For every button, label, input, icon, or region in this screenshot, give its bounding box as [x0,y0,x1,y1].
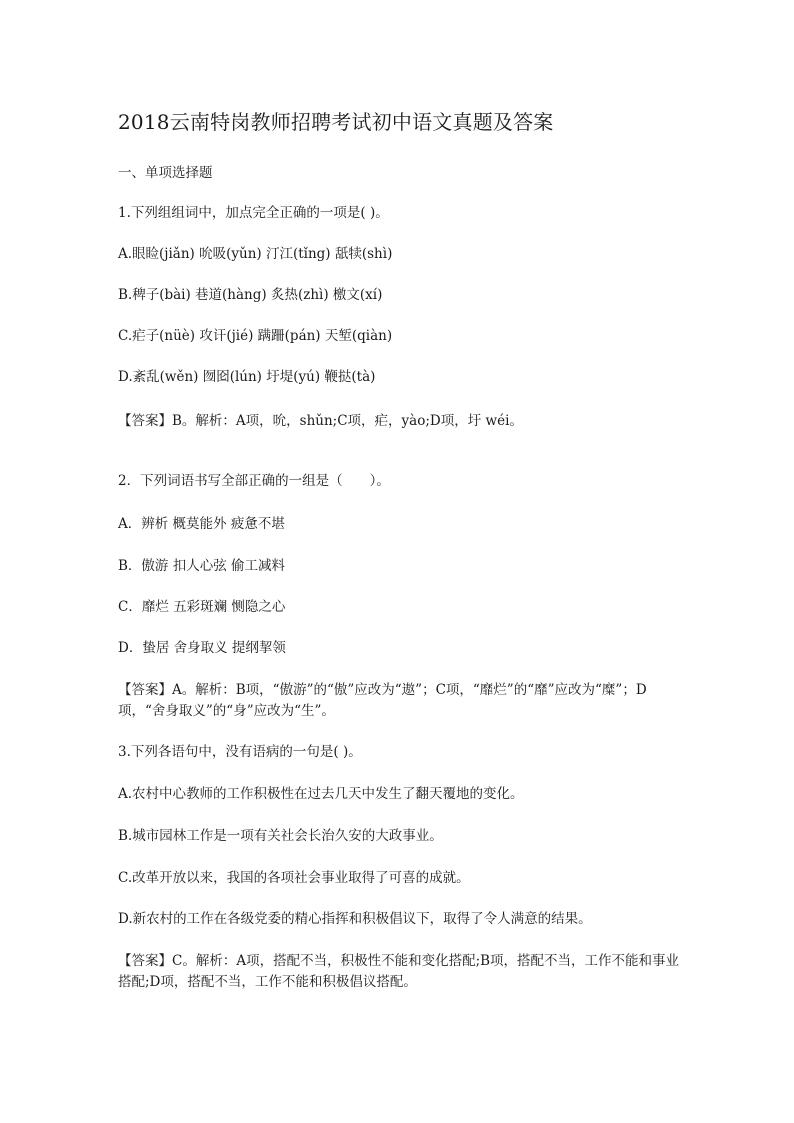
question-3-option-c: C.改革开放以来，我国的各项社会事业取得了可喜的成就。 [118,870,470,886]
question-1-option-b: B.稗子(bài) 巷道(hàng) 炙热(zhì) 檄文(xí) [118,287,383,303]
question-3-answer: 【答案】C。解析：A项，搭配不当，积极性不能和变化搭配;B项，搭配不当，工作不能和事业搭配;D项，搭配不当，工作不能和积极倡议搭配。 [118,953,680,990]
question-2-answer: 【答案】A。解析：B项，“傲游”的“傲”应改为“遨”；C项，“靡烂”的“靡”应改为“糜”；D项，“舍身取义”的“身”应改为“生”。 [118,682,647,719]
question-1-stem: 1.下列组组词中，加点完全正确的一项是( )。 [118,205,389,221]
document-title: 2018云南特岗教师招聘考试初中语文真题及答案 [118,110,554,134]
question-2-option-b: B．傲游 扣人心弦 偷工减料 [118,558,286,574]
question-1-answer: 【答案】B。解析：A项，吮，shǔn;C项，疟，yào;D项，圩 wéi。 [118,413,523,429]
question-1-option-a: A.眼睑(jiǎn) 吮吸(yǔn) 汀江(tǐng) 舐犊(shì) [118,246,393,262]
question-2-option-c: C．靡烂 五彩斑斓 恻隐之心 [118,599,286,615]
question-2-option-a: A．辨析 概莫能外 疲惫不堪 [118,516,285,532]
question-3-option-a: A.农村中心教师的工作积极性在过去几天中发生了翻天覆地的变化。 [118,786,524,802]
question-1-option-c: C.疟子(nüè) 攻讦(jié) 蹒跚(pán) 天堑(qiàn) [118,328,393,344]
section-heading: 一、单项选择题 [118,165,213,181]
question-2-option-d: D．蛰居 舍身取义 提纲挈领 [118,640,286,656]
question-2-stem: 2．下列词语书写全部正确的一组是（ ）。 [118,473,390,489]
question-3-option-d: D.新农村的工作在各级党委的精心指挥和积极倡议下，取得了令人满意的结果。 [118,911,592,927]
question-3-stem: 3.下列各语句中，没有语病的一句是( )。 [118,744,362,760]
question-1-option-d: D.紊乱(wěn) 囫囵(lún) 圩堤(yú) 鞭挞(tà) [118,369,376,385]
question-3-option-b: B.城市园林工作是一项有关社会长治久安的大政事业。 [118,828,443,844]
